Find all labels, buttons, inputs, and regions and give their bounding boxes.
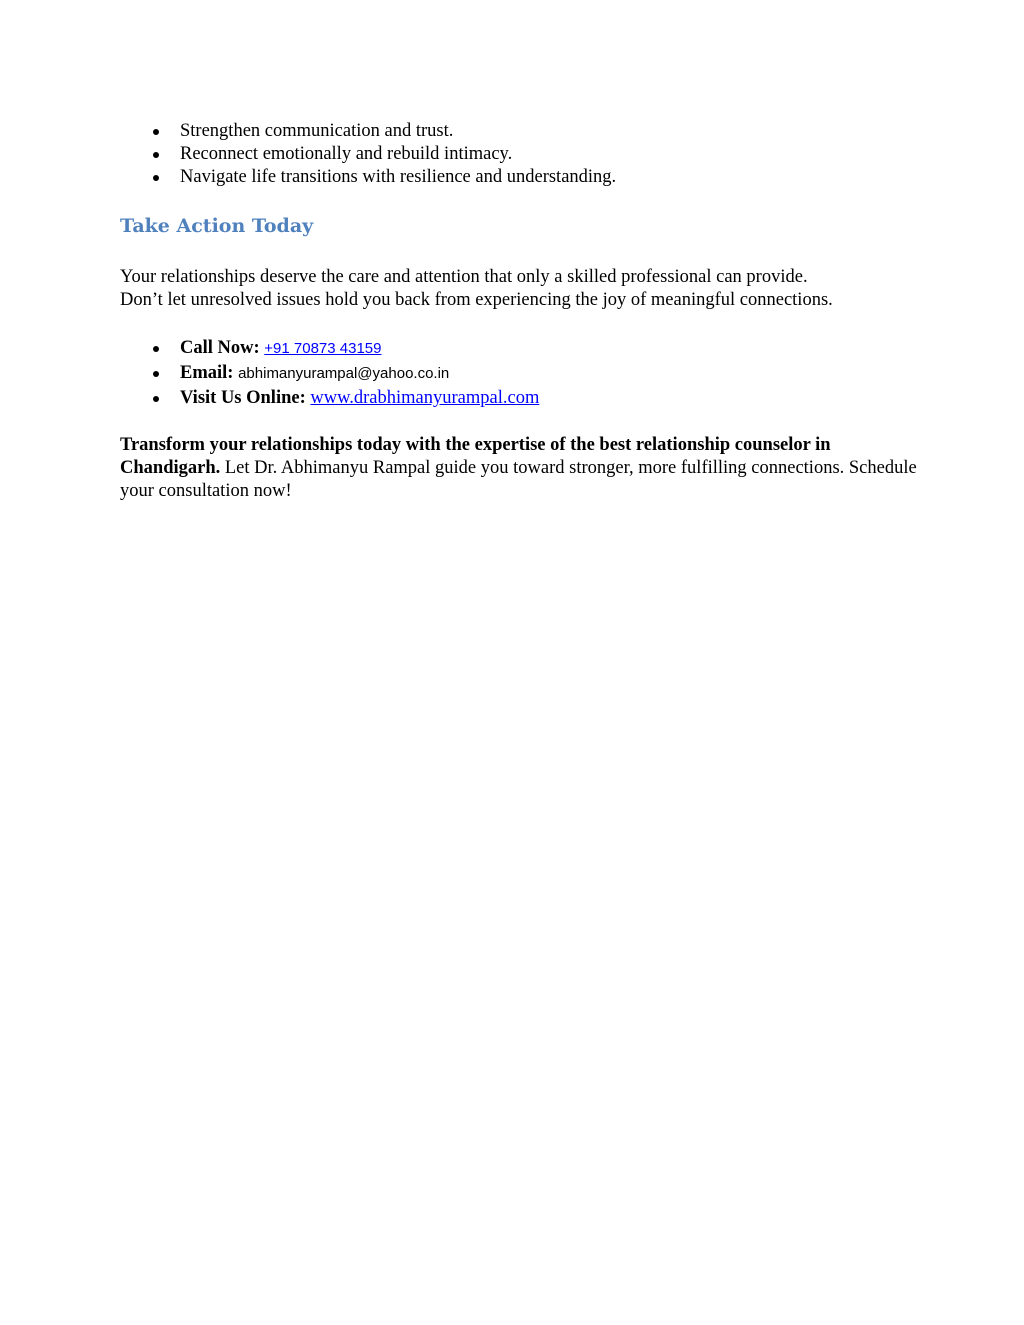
website-label: Visit Us Online: xyxy=(180,388,306,408)
bullet-icon xyxy=(153,152,159,158)
bullet-icon xyxy=(153,371,159,377)
bullet-icon xyxy=(153,396,159,402)
email-address: abhimanyurampal@yahoo.co.in xyxy=(238,365,450,382)
list-item xyxy=(120,166,920,189)
benefits-list xyxy=(120,120,920,189)
email-label: Email: xyxy=(180,363,234,383)
list-item-text: Strengthen communication and trust. xyxy=(180,121,454,141)
bullet-icon xyxy=(153,175,159,181)
intro-paragraph xyxy=(120,266,920,312)
intro-line: Your relationships deserve the care and attention that only a skilled professional can provide. xyxy=(120,267,808,287)
list-item xyxy=(120,120,920,143)
section-heading: Take Action Today xyxy=(120,215,314,237)
closing-bold-text: Transform your relationships today with the expertise of the best relationship counselor in Chandigarh. xyxy=(120,435,831,478)
bullet-icon xyxy=(153,346,159,352)
call-label: Call Now: xyxy=(180,338,260,358)
list-item-text: Reconnect emotionally and rebuild intimacy. xyxy=(180,144,513,164)
contact-item-call xyxy=(120,336,920,361)
list-item-text: Navigate life transitions with resilience and understanding. xyxy=(180,167,617,187)
contact-list xyxy=(120,336,920,411)
contact-item-email xyxy=(120,361,920,386)
bullet-icon xyxy=(153,129,159,135)
phone-link[interactable]: +91 70873 43159 xyxy=(264,340,382,357)
website-link[interactable]: www.drabhimanyurampal.com xyxy=(310,388,540,408)
closing-text: Let Dr. Abhimanyu Rampal guide you toward stronger, more fulfilling connections. Schedule your consultation now! xyxy=(120,458,917,501)
list-item xyxy=(120,143,920,166)
contact-item-website xyxy=(120,386,920,411)
intro-line: Don’t let unresolved issues hold you back from experiencing the joy of meaningful connections. xyxy=(120,290,833,310)
closing-paragraph xyxy=(120,434,920,503)
